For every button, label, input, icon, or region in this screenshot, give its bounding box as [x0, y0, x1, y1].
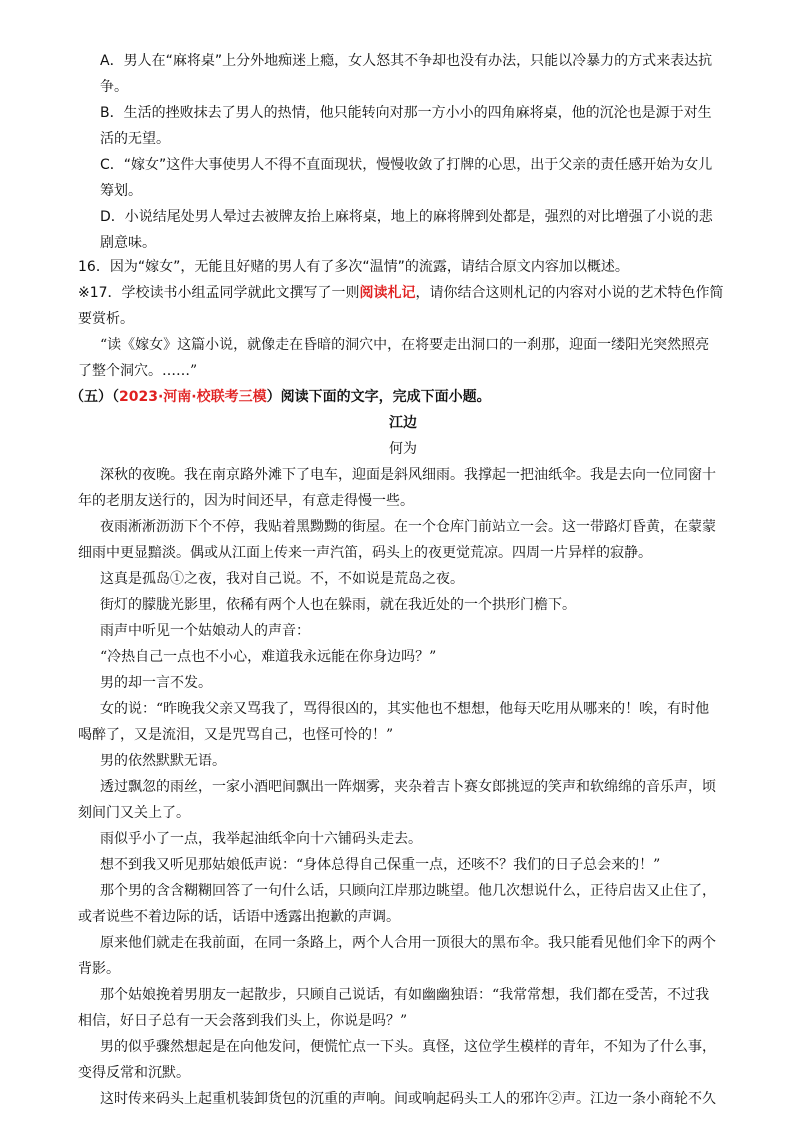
passage-line: 那个男的含含糊糊回答了一句什么话，只顾向江岸那边眺望。他几次想说什么，正待启齿又止住了， [100, 883, 716, 899]
passage-line: 变得反常和沉默。 [78, 1065, 190, 1081]
question-17-line-1 [78, 283, 724, 303]
option-a-line-2: 争。 [100, 79, 128, 95]
passage-author: 何为 [389, 441, 417, 457]
section-heading [70, 387, 491, 407]
passage-line: 那个姑娘挽着男朋友一起散步，只顾自己说话，有如幽幽独语：“我常常想，我们都在受苦，不过我 [100, 987, 710, 1003]
passage-line: 想不到我又听见那姑娘低声说：“身体总得自己保重一点，还咳不？我们的日子总会来的！” [100, 857, 661, 873]
question-17-highlight: 阅读札记 [359, 285, 416, 301]
passage-line: 男的似乎骤然想起是在向他发问，便慌忙点一下头。真怪，这位学生模样的青年，不知为了什么事， [100, 1039, 716, 1055]
passage-line: 喝醉了，又是流泪，又是咒骂自己，也怪可怜的！” [78, 727, 394, 743]
option-d-line-1: D．小说结尾处男人晕过去被牌友抬上麻将桌，地上的麻将牌到处都是，强烈的对比增强了小说的悲 [100, 209, 713, 225]
section-source: 2023·河南·校联考三模 [119, 389, 267, 405]
passage-line: 年的老朋友送行的，因为时间还早，有意走得慢一些。 [78, 493, 414, 509]
passage-line: 原来他们就走在我前面，在同一条路上，两个人合用一顶很大的黑布伞。我只能看见他们伞下的两个 [100, 935, 716, 951]
question-17-prefix: ※17．学校读书小组孟同学就此文撰写了一则 [78, 285, 360, 301]
quote-line-2: 了整个洞穴。……” [78, 363, 198, 379]
option-d-line-2: 剧意味。 [100, 235, 156, 251]
option-b-line-1: B．生活的挫败抹去了男人的热情，他只能转向对那一方小小的四角麻将桌，他的沉沦也是源于对生 [100, 105, 712, 121]
option-c-line-1: C．“嫁女”这件大事使男人不得不直面现状，慢慢收敛了打牌的心思，出于父亲的责任感开始为女儿 [100, 157, 713, 173]
passage-line: 女的说：“昨晚我父亲又骂我了，骂得很凶的，其实他也不想想，他每天吃用从哪来的！唉，有时他 [100, 701, 710, 717]
passage-title: 江边 [389, 415, 417, 431]
passage-line: 透过飘忽的雨丝，一家小酒吧间飘出一阵烟雾，夹杂着吉卜赛女郎挑逗的笑声和软绵绵的音乐声，顷 [100, 779, 716, 795]
passage-line: 深秋的夜晚。我在南京路外滩下了电车，迎面是斜风细雨。我撑起一把油纸伞。我是去向一位同窗十 [100, 467, 716, 483]
passage-line: 雨声中听见一个姑娘动人的声音： [100, 623, 310, 639]
passage-line: “冷热自己一点也不小心，难道我永远能在你身边吗？” [100, 649, 437, 665]
option-b-line-2: 活的无望。 [100, 131, 170, 147]
passage-line: 这时传来码头上起重机装卸货包的沉重的声响。间或响起码头工人的邪许②声。江边一条小商轮不久 [100, 1091, 716, 1107]
question-16: 16．因为“嫁女”，无能且好赌的男人有了多次“温情”的流露，请结合原文内容加以概述。 [78, 259, 629, 275]
passage-line: 男的依然默默无语。 [100, 753, 226, 769]
passage-line: 街灯的朦胧光影里，依稀有两个人也在躲雨，就在我近处的一个拱形门檐下。 [100, 597, 576, 613]
question-17-line-2: 要赏析。 [78, 311, 134, 327]
section-heading-suffix: ）阅读下面的文字，完成下面小题。 [266, 389, 491, 405]
option-a-line-1: A．男人在“麻将桌”上分外地痴迷上瘾，女人怒其不争却也没有办法，只能以冷暴力的方式来表达抗 [100, 53, 713, 69]
passage-line: 细雨中更显黯淡。偶或从江面上传来一声汽笛，码头上的夜更觉荒凉。四周一片异样的寂静。 [78, 545, 652, 561]
passage-line: 夜雨淅淅沥沥下个不停，我贴着黑黝黝的街屋。在一个仓库门前站立一会。这一带路灯昏黄，在蒙蒙 [100, 519, 716, 535]
passage-line: 刻间门又关上了。 [78, 805, 190, 821]
passage-line: 或者说些不着边际的话，话语中透露出抱歉的声调。 [78, 909, 400, 925]
passage-line: 男的却一言不发。 [100, 675, 212, 691]
quote-line-1: “读《嫁女》这篇小说，就像走在昏暗的洞穴中，在将要走出洞口的一刹那，迎面一缕阳光突然照亮 [100, 337, 710, 353]
passage-line: 背影。 [78, 961, 120, 977]
question-17-suffix: ，请你结合这则札记的内容对小说的艺术特色作简 [415, 285, 724, 301]
section-heading-prefix: （五）（ [70, 389, 119, 405]
option-c-line-2: 筹划。 [100, 183, 142, 199]
passage-line: 相信，好日子总有一天会落到我们头上，你说是吗？” [78, 1013, 408, 1029]
passage-line: 雨似乎小了一点，我举起油纸伞向十六铺码头走去。 [100, 831, 422, 847]
passage-line: 这真是孤岛①之夜，我对自己说。不，不如说是荒岛之夜。 [100, 571, 464, 587]
